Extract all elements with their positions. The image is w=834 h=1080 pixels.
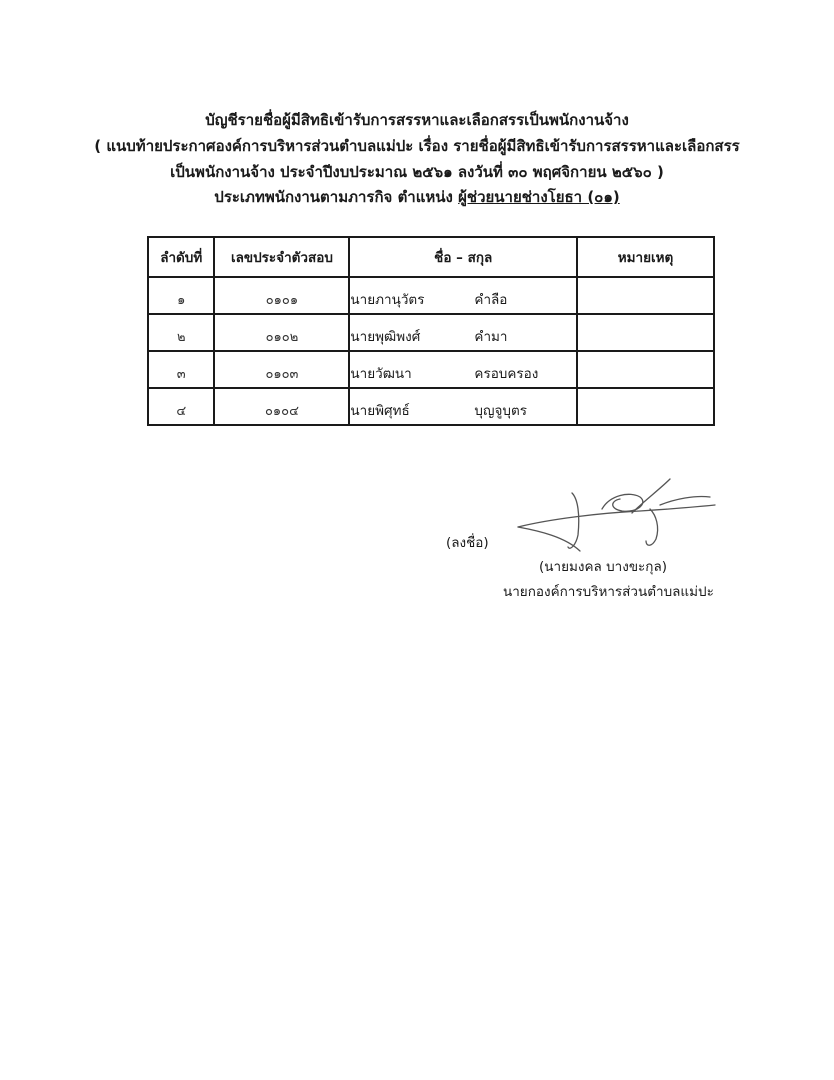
signer-title: นายกองค์การบริหารส่วนตำบลแม่ปะ <box>503 584 714 600</box>
position-type-label: ประเภทพนักงานตามภารกิจ ตำแหน่ง <box>214 188 459 206</box>
document-title: บัญชีรายชื่อผู้มีสิทธิเข้ารับการสรรหาและเลือกสรรเป็นพนักงานจ้าง <box>205 111 629 129</box>
last-name: คำมา <box>474 329 508 345</box>
cell-seq: ๒ <box>148 314 214 351</box>
cell-seq: ๔ <box>148 388 214 425</box>
cell-note <box>577 351 714 388</box>
header-note: หมายเหตุ <box>577 237 714 277</box>
cell-name <box>349 277 577 314</box>
handwritten-signature <box>510 475 720 555</box>
document-subtitle-line1: ( แนบท้ายประกาศองค์การบริหารส่วนตำบลแม่ปะ เรื่อง รายชื่อผู้มีสิทธิเข้ารับการสรรหาและเลือกสรร <box>94 137 740 155</box>
candidate-table <box>147 236 715 426</box>
header-name: ชื่อ – สกุล <box>349 237 577 277</box>
table-row <box>148 314 714 351</box>
last-name: ครอบครอง <box>474 366 539 382</box>
cell-exam-id: ๐๑๐๔ <box>214 388 349 425</box>
first-name: นายภานุวัตร <box>350 292 425 308</box>
table-row <box>148 351 714 388</box>
first-name: นายวัฒนา <box>350 366 412 382</box>
cell-exam-id: ๐๑๐๒ <box>214 314 349 351</box>
first-name: นายพิศุทธ์ <box>350 403 410 419</box>
position-line <box>0 186 834 208</box>
cell-exam-id: ๐๑๐๓ <box>214 351 349 388</box>
cell-name <box>349 351 577 388</box>
document-subtitle-line2: เป็นพนักงานจ้าง ประจำปีงบประมาณ ๒๕๖๑ ลงวันที่ ๓๐ พฤศจิกายน ๒๕๖๐ ) <box>170 163 664 181</box>
cell-seq: ๑ <box>148 277 214 314</box>
position-name: ผู้ช่วยนายช่างโยธา (๐๑) <box>458 188 620 206</box>
last-name: บุญจูบุตร <box>474 403 527 419</box>
first-name: นายพุฒิพงศ์ <box>350 329 421 345</box>
cell-seq: ๓ <box>148 351 214 388</box>
last-name: คำลือ <box>474 292 508 308</box>
table-header-row <box>148 237 714 277</box>
cell-note <box>577 388 714 425</box>
header-seq: ลำดับที่ <box>148 237 214 277</box>
signature-label: (ลงชื่อ) <box>446 535 489 551</box>
header-exam-id: เลขประจำตัวสอบ <box>214 237 349 277</box>
table-row <box>148 388 714 425</box>
signer-name: (นายมงคล บางขะกุล) <box>539 559 668 575</box>
cell-note <box>577 277 714 314</box>
table-row <box>148 277 714 314</box>
cell-exam-id: ๐๑๐๑ <box>214 277 349 314</box>
cell-name <box>349 314 577 351</box>
cell-name <box>349 388 577 425</box>
cell-note <box>577 314 714 351</box>
